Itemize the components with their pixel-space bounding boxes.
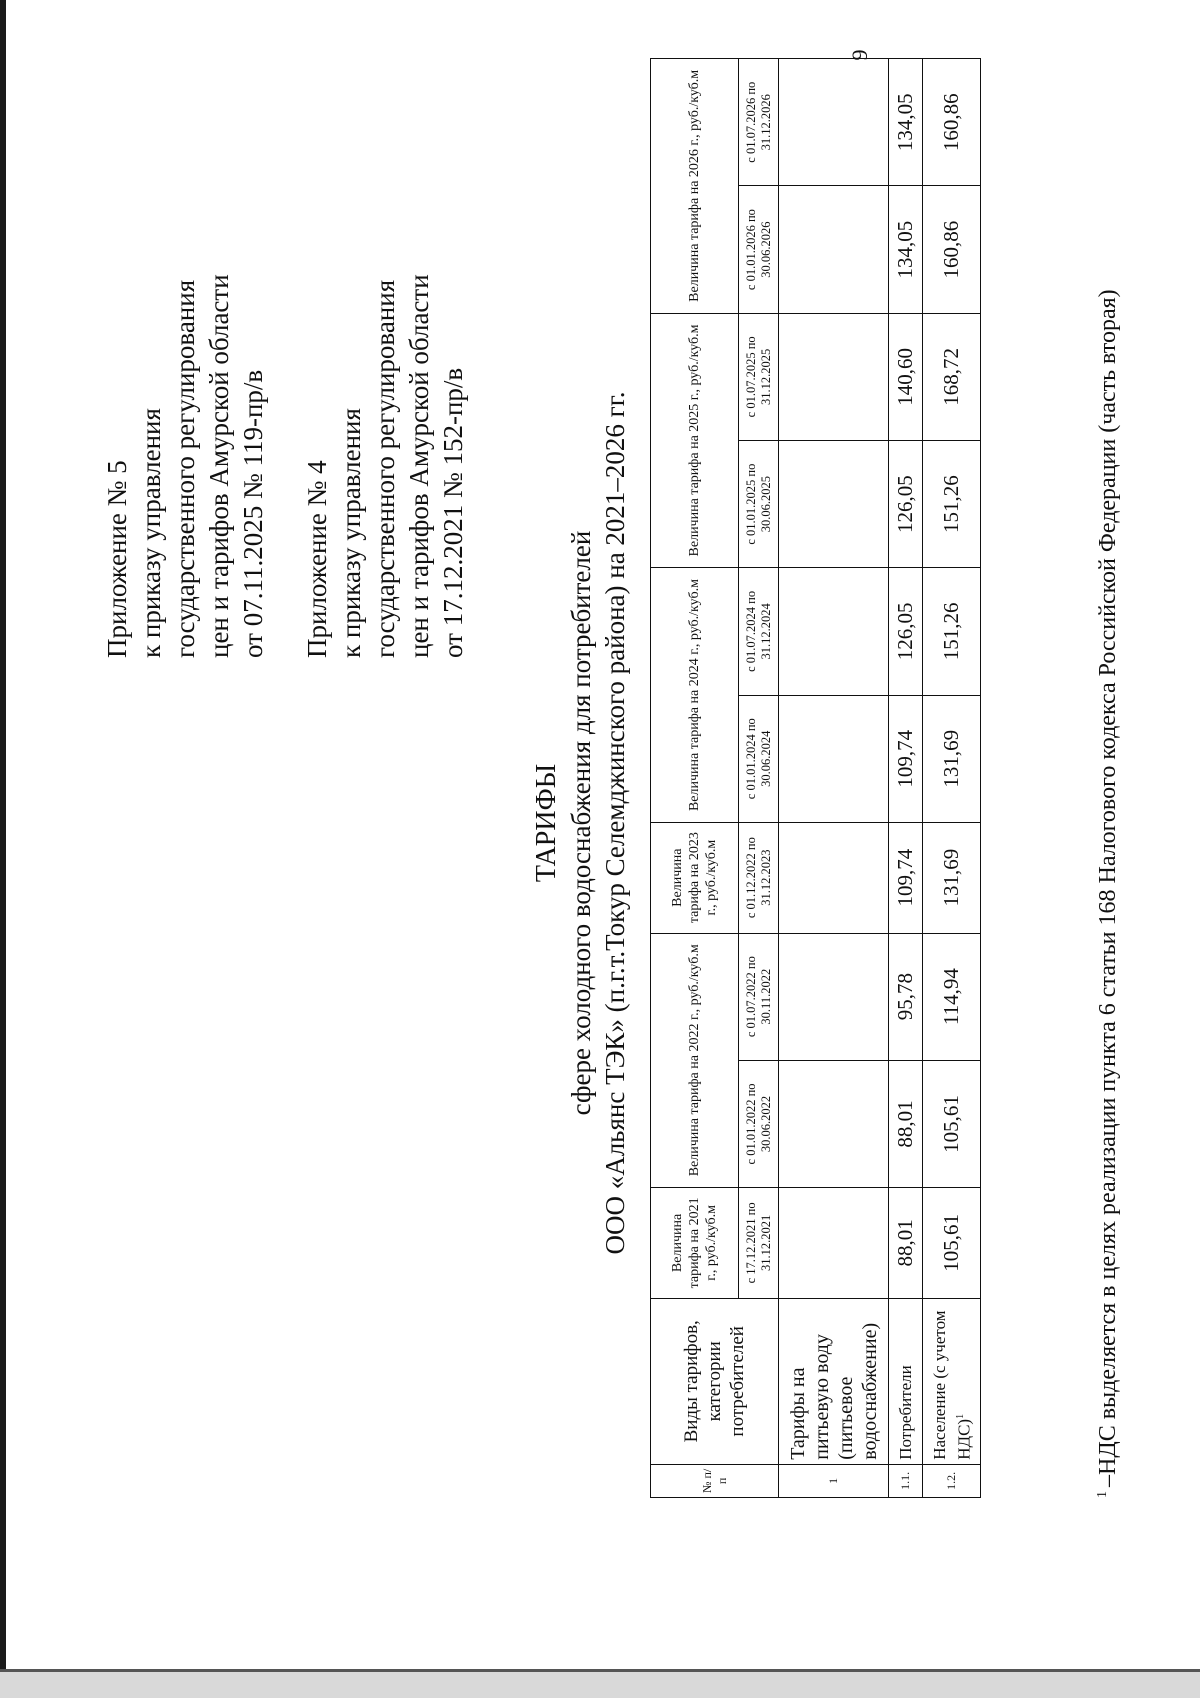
- footnote-ref: 1: [954, 1413, 966, 1419]
- tariff-value: 105,61: [923, 1060, 981, 1187]
- tariff-value: 131,69: [923, 822, 981, 933]
- header-year-2026: Величина тарифа на 2026 г., руб./куб.м: [651, 59, 739, 314]
- tariff-table: [650, 58, 981, 1498]
- tariff-value: 151,26: [923, 568, 981, 695]
- header-year-2025: Величина тарифа на 2025 г., руб./куб.м: [651, 313, 739, 568]
- table-row: [889, 59, 923, 1498]
- section-no: 1: [779, 1464, 889, 1497]
- title-line-3: ООО «Альянс ТЭК» (п.г.т.Токур Селемджинского района) на 2021–2026 гг.: [600, 391, 630, 1255]
- document-title: [530, 138, 632, 1508]
- period-cell: с 01.12.2022 по 31.12.2023: [739, 822, 779, 933]
- period-cell: с 01.01.2022 по 30.06.2022: [739, 1060, 779, 1187]
- tariff-value: 109,74: [889, 822, 923, 933]
- table-row: [923, 59, 981, 1498]
- row-no: 1.1.: [889, 1464, 923, 1497]
- approval-line: Приложение № 5: [102, 460, 132, 658]
- tariff-value: 160,86: [923, 59, 981, 186]
- row-label: Население (с учетом НДС): [929, 1310, 974, 1460]
- row-no: 1.2.: [923, 1464, 981, 1497]
- approval-line: от 17.12.2021 № 152-пр/в: [438, 367, 468, 658]
- table-row: [779, 59, 889, 1498]
- approval-line: государственного регулирования: [170, 279, 200, 658]
- footnote-mark: 1: [1095, 1491, 1110, 1498]
- period-cell: с 01.01.2026 по 30.06.2026: [739, 186, 779, 313]
- tariff-value: 95,78: [889, 933, 923, 1060]
- footnote-text: –НДС выделяется в целях реализации пункта 6 статьи 168 Налогового кодекса Российской Федерации (часть вторая): [1095, 289, 1121, 1487]
- row-label-cell: [923, 1298, 981, 1464]
- period-cell: с 01.07.2024 по 31.12.2024: [739, 568, 779, 695]
- approval-line: от 07.11.2025 № 119-пр/в: [238, 369, 268, 658]
- period-cell: с 01.07.2025 по 31.12.2025: [739, 313, 779, 440]
- approval-block-1: [100, 274, 270, 658]
- page-number: 9: [847, 49, 872, 61]
- period-cell: с 01.01.2025 по 30.06.2025: [739, 440, 779, 567]
- header-year-2023: Величина тарифа на 2023 г., руб./куб.м: [651, 822, 739, 933]
- approval-line: цен и тарифов Амурской области: [404, 274, 434, 658]
- tariff-value: 151,26: [923, 440, 981, 567]
- tariff-value: 126,05: [889, 568, 923, 695]
- approval-line: Приложение № 4: [302, 460, 332, 658]
- title-main: ТАРИФЫ: [531, 763, 562, 883]
- tariff-value: 126,05: [889, 440, 923, 567]
- approval-line: цен и тарифов Амурской области: [204, 274, 234, 658]
- row-label: Потребители: [889, 1298, 923, 1464]
- tariff-value: 105,61: [923, 1188, 981, 1299]
- tariff-value: 88,01: [889, 1188, 923, 1299]
- approval-line: государственного регулирования: [370, 279, 400, 658]
- footnote: [1095, 58, 1122, 1498]
- tariff-value: 109,74: [889, 695, 923, 822]
- section-label: Тарифы на питьевую воду (питьевое водоснабжение): [779, 1298, 889, 1464]
- header-year-2024: Величина тарифа на 2024 г., руб./куб.м: [651, 568, 739, 823]
- tariff-value: 160,86: [923, 186, 981, 313]
- approval-block-2: [300, 274, 470, 658]
- period-cell: с 01.01.2024 по 30.06.2024: [739, 695, 779, 822]
- tariff-value: 88,01: [889, 1060, 923, 1187]
- tariff-value: 131,69: [923, 695, 981, 822]
- period-cell: с 17.12.2021 по 31.12.2021: [739, 1188, 779, 1299]
- tariff-value: 134,05: [889, 59, 923, 186]
- period-cell: с 01.07.2026 по 31.12.2026: [739, 59, 779, 186]
- approval-line: к приказу управления: [336, 408, 366, 658]
- header-no: № п/п: [651, 1464, 779, 1497]
- tariff-value: 134,05: [889, 186, 923, 313]
- tariff-value: 114,94: [923, 933, 981, 1060]
- header-year-2021: Величина тарифа на 2021 г., руб./куб.м: [651, 1188, 739, 1299]
- approval-line: к приказу управления: [136, 408, 166, 658]
- header-type: Виды тарифов, категории потребителей: [651, 1298, 779, 1464]
- header-year-2022: Величина тарифа на 2022 г., руб./куб.м: [651, 933, 739, 1188]
- tariff-value: 140,60: [889, 313, 923, 440]
- title-line-2: сфере холодного водоснабжения для потребителей: [566, 530, 596, 1116]
- period-cell: с 01.07.2022 по 30.11.2022: [739, 933, 779, 1060]
- tariff-value: 168,72: [923, 313, 981, 440]
